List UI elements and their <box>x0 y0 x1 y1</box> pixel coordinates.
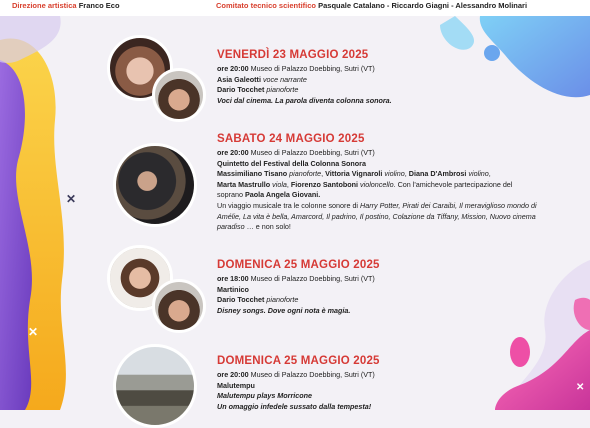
musician-name: Massimiliano Tisano <box>217 169 288 179</box>
photo-dario-tocchet-2 <box>152 279 206 333</box>
event-title: Disney songs. Dove ogni nota è magia. <box>217 305 351 315</box>
musician-name: Vittoria Vignaroli <box>325 169 383 179</box>
committee-label: Comitato tecnico scientifico <box>216 1 317 10</box>
performer-name: Dario Tocchet <box>217 85 265 95</box>
cross-icon: ✕ <box>66 192 77 206</box>
photo-quintetto <box>113 143 197 227</box>
artistic-direction <box>12 1 120 10</box>
performer-role: voce narrante <box>262 74 307 84</box>
program-end: … e non solo! <box>246 222 291 232</box>
event-date: DOMENICA 25 MAGGIO 2025 <box>217 355 380 367</box>
ensemble-name: Martinico <box>217 284 249 294</box>
event-venue: Museo di Palazzo Doebbing, Sutri (VT) <box>250 370 375 379</box>
soprano-label: soprano <box>217 190 243 200</box>
musician-name: Diana D'Ambrosi <box>408 169 467 179</box>
scientific-committee <box>216 1 527 10</box>
musician-role: viola <box>272 179 287 189</box>
photo-dario-tocchet <box>152 68 206 122</box>
artistic-director-name: Franco Eco <box>78 1 120 10</box>
guest-intro: Con l'amichevole partecipazione del <box>397 179 513 189</box>
musician-role: violino <box>384 169 405 179</box>
musician-name: Fiorenzo Santoboni <box>290 179 358 189</box>
ensemble-name: Quintetto del Festival della Colonna Sonora <box>217 158 366 168</box>
musician-role: pianoforte <box>289 169 322 179</box>
event-1 <box>217 49 557 106</box>
event-3 <box>217 259 557 316</box>
event-2: SABATO 24 MAGGIO 2025 ore 20:00 Museo di Palazzo Doebbing, Sutri (VT) Quintetto del Festival della Colonna Sonora Massimiliano Tisano pianoforte, Vittoria Vignaroli violino, Diana D'Ambrosi violino, Marta Mastrullo viola, Fiorenzo Santoboni violoncello. Con l'amichevole partecipazione del soprano Paola Angela Giovani. Un viaggio musicale tra le colonne sonore di Harry Potter, Pirati dei Caraibi, Il meraviglioso mondo di Amélie, La vita è bella, Amarcord, Il padrino, Il postino, Colazione da Tiffany, Mission, Nuovo cinema paradiso … e non solo! <box>217 133 557 233</box>
event-time: ore 20:00 <box>217 370 249 379</box>
event-time: ore 18:00 <box>217 274 249 283</box>
event-title: Voci dal cinema. La parola diventa colonna sonora. <box>217 95 392 105</box>
musician-role: violoncello <box>360 179 394 189</box>
soprano-name: Paola Angela Giovani. <box>244 190 321 200</box>
musician-name: Marta Mastrullo <box>217 179 271 189</box>
event-time: ore 20:00 <box>217 148 249 157</box>
event-venue: Museo di Palazzo Doebbing, Sutri (VT) <box>250 148 375 157</box>
event-date: DOMENICA 25 MAGGIO 2025 <box>217 259 380 271</box>
film-list: Harry Potter, Pirati dei Caraibi, Il meraviglioso mondo di Amélie, La vita è bella, Amarcord, Il padrino, Il postino, Colazione da Tiffany, Mission, Nuovo cinema paradiso <box>217 200 537 232</box>
event-title: Malutempu plays Morricone <box>217 391 313 401</box>
performer-name: Dario Tocchet <box>217 295 265 305</box>
cross-icon: ✕ <box>576 382 585 393</box>
event-venue: Museo di Palazzo Doebbing, Sutri (VT) <box>250 274 375 283</box>
event-subtitle: Un omaggio infedele sussato dalla tempesta! <box>217 401 372 411</box>
committee-names: Pasquale Catalano - Riccardo Giagni - Alessandro Molinari <box>318 1 528 10</box>
program-description <box>217 201 557 233</box>
performer-role: pianoforte <box>266 85 299 95</box>
event-date: VENERDÌ 23 MAGGIO 2025 <box>217 49 369 61</box>
photo-malutempu <box>113 344 197 428</box>
performer-name: Asia Galeotti <box>217 74 261 84</box>
cross-icon: ✕ <box>28 325 39 339</box>
performer-role: pianoforte <box>266 295 299 305</box>
event-time: ore 20:00 <box>217 64 249 73</box>
program-intro: Un viaggio musicale tra le colonne sonore di <box>217 200 359 210</box>
event-venue: Museo di Palazzo Doebbing, Sutri (VT) <box>250 64 375 73</box>
event-4 <box>217 355 557 412</box>
ensemble-name: Malutempu <box>217 380 255 390</box>
artistic-direction-label: Direzione artistica <box>12 1 77 10</box>
event-date: SABATO 24 MAGGIO 2025 <box>217 133 365 145</box>
musician-role: violino <box>468 169 489 179</box>
